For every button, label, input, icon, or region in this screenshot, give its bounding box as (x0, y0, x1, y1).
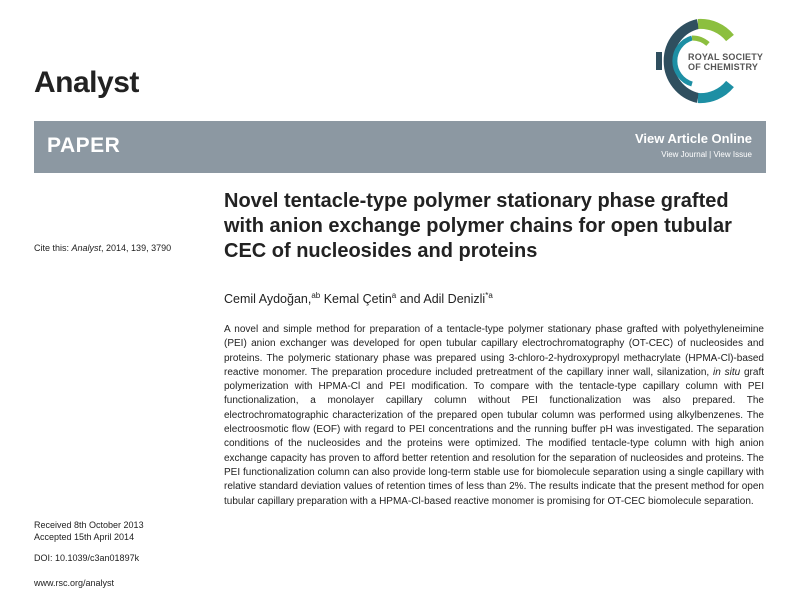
abstract (224, 323, 764, 509)
article-type-banner (34, 121, 766, 173)
links-separator: | (706, 150, 714, 159)
author-list (224, 291, 493, 306)
doi[interactable]: DOI: 10.1039/c3an01897k (34, 553, 140, 563)
cite-prefix: Cite this: (34, 243, 72, 253)
citation (34, 243, 171, 253)
accepted-date: Accepted 15th April 2014 (34, 532, 135, 542)
journal-name: Analyst (34, 66, 139, 99)
author-name[interactable]: and Adil Denizli (396, 292, 486, 307)
abstract-italic: in situ (713, 366, 741, 378)
abstract-text: A novel and simple method for preparation of a tentacle-type polymer stationary phase grafted with polyethyleneimine (PEI) anion exchanger was developed for open tubular capillary electrochromatography (OT-CEC) of nucleosides and proteins. The polymeric stationary phase was prepared using 3-chloro-2-hydroxypropyl methacrylate (HPMA-Cl)-based reactive monomer. The preparation procedure included pretreatment of the capillary inner wall, silanization, (224, 324, 764, 378)
article-type: PAPER (47, 134, 121, 157)
banner-links (661, 150, 752, 159)
cite-journal: Analyst (71, 243, 102, 253)
author-name[interactable]: Kemal Çetin (320, 292, 392, 307)
view-article-online-link[interactable]: View Article Online (634, 131, 752, 146)
view-journal-link[interactable]: View Journal (661, 150, 707, 159)
view-issue-link[interactable]: View Issue (713, 150, 752, 159)
publisher-line-2: OF CHEMISTRY (688, 62, 759, 72)
abstract-text: graft polymerization with HPMA-Cl and PEI modification. To compare with the tentacle-type capillary column with PEI functionalization, a monolayer capillary column without PEI functionalization was also prepared. The electrochromatographic characterization of the prepared open tubular column was performed using alkylbenzenes. The electroosmotic flow (EOF) with regard to PEI concentrations and the running buffer pH was investigated. The separation conditions of the nucleosides and the proteins were optimized. The modified tentacle-type column with high anion exchange capacity has proven to afford better retention and resolution for the separation of nucleosides and proteins. The PEI functionalization column can also provide long-term stable use for biomolecule separation using a single capillary with relative standard deviation values of retention times of less than 2%. The results indicate that the present method for open tubular capillary preparation with a HPMA-Cl-based reactive monomer is promising for OT-CEC biomolecule separation. (224, 366, 765, 507)
author-affiliation: *a (485, 291, 493, 300)
cite-details: , 2014, 139, 3790 (101, 243, 172, 253)
author-name[interactable]: Cemil Aydoğan, (224, 292, 312, 307)
journal-website-link[interactable]: www.rsc.org/analyst (34, 578, 115, 588)
article-title: Novel tentacle-type polymer stationary phase grafted with anion exchange polymer chains for open tubular CEC of nucleosides and proteins (224, 190, 732, 262)
received-date: Received 8th October 2013 (34, 520, 144, 530)
article-history (34, 519, 144, 543)
author-affiliation: ab (311, 291, 321, 300)
publisher-line-1: ROYAL SOCIETY (688, 52, 764, 62)
author-affiliation: a (391, 291, 397, 300)
publisher-wordmark (688, 52, 763, 72)
